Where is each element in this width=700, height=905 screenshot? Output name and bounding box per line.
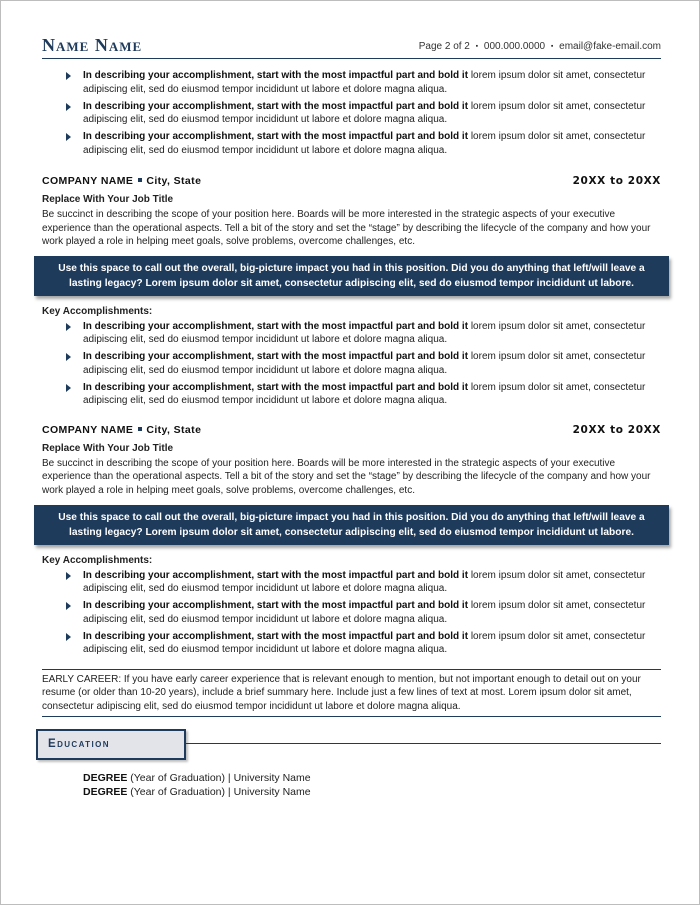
bullet-arrow-icon: [66, 602, 71, 610]
degree-name: DEGREE: [83, 772, 128, 785]
job-section: [42, 175, 661, 408]
key-accomplishments-label: Key Accomplishments:: [42, 554, 153, 566]
bullet-arrow-icon: [66, 103, 71, 111]
list-item: [66, 599, 661, 626]
bullet-arrow-icon: [66, 353, 71, 361]
contact-line: [419, 41, 661, 52]
separator-glyph: ▪: [475, 43, 479, 50]
impact-callout: Use this space to call out the overall, big-picture impact you had in this position. Did you do anything that left/will leave a lasting legacy? Lorem ipsum dolor sit amet, consectetur adipiscing elit, sed do eiusmod tempor incididunt ut labore.: [34, 505, 669, 545]
bullet-arrow-icon: [66, 633, 71, 641]
job-title: Replace With Your Job Title: [42, 194, 174, 205]
resume-body: [42, 69, 661, 799]
candidate-name: Name Name: [42, 35, 143, 55]
square-separator-icon: [138, 427, 142, 431]
accomplishment-list: [66, 569, 661, 657]
job-dates: 20XX to 20XX: [572, 175, 661, 187]
company-line: [42, 175, 661, 191]
bullet-text: lorem ipsum dolor sit amet, consectetur adipiscing elit, sed do eiusmod tempor incididunt ut labore et dolore magna aliqua.: [83, 70, 646, 95]
section-rule: [186, 743, 661, 744]
bullet-text: lorem ipsum dolor sit amet, consectetur adipiscing elit, sed do eiusmod tempor incididunt ut labore et dolore magna aliqua.: [83, 381, 646, 407]
list-item: [66, 350, 661, 377]
page-number: Page 2 of 2: [418, 41, 470, 52]
bullet-arrow-icon: [66, 323, 71, 331]
intro-bullet-list: [66, 69, 661, 157]
company-name: COMPANY NAME: [42, 175, 134, 187]
list-item: [66, 381, 661, 408]
list-item: [66, 100, 661, 127]
phone-number: 000.000.0000: [483, 41, 546, 52]
list-item: [66, 569, 661, 596]
degree-list: [83, 771, 661, 799]
job-section: [42, 424, 661, 657]
company-location: City, State: [146, 175, 202, 187]
square-separator-icon: [138, 178, 142, 182]
email-address[interactable]: email@fake-email.com: [559, 41, 661, 52]
bullet-arrow-icon: [66, 384, 71, 392]
education-heading-box: [36, 729, 186, 760]
bullet-bold: In describing your accomplishment, start with the most impactful part and bold it: [83, 569, 469, 581]
key-accomplishments-label: Key Accomplishments:: [42, 305, 153, 317]
bullet-bold: In describing your accomplishment, start with the most impactful part and bold it: [83, 320, 469, 332]
bullet-bold: In describing your accomplishment, start with the most impactful part and bold it: [83, 351, 469, 363]
job-scope: Be succinct in describing the scope of your position here. Boards will be more interested in the strategic aspects of your executive experience than the operational aspects. Tell a bit of the story and set the “stage” by describing the lifecycle of the company and how your work played a role in helping meet goals, solve problems, overcome challenges, etc.: [42, 209, 651, 248]
company-line: [42, 424, 661, 440]
company-location: City, State: [146, 423, 202, 436]
degree-entry: [83, 771, 661, 785]
early-career-summary: EARLY CAREER: If you have early career experience that is relevant enough to mention, but not important enough to detail out on your resume (or older than 10-20 years), include a brief summary here. Include just a few lines of text at most. Lorem ipsum dolor sit amet, consectetur adipiscing elit, sed do eiusmod tempor incididunt ut labore et dolore magna aliqua.: [42, 669, 661, 718]
job-title: Replace With Your Job Title: [42, 442, 174, 454]
bullet-arrow-icon: [66, 572, 71, 580]
degree-details: (Year of Graduation) | University Name: [127, 786, 311, 799]
degree-entry: [83, 785, 661, 799]
accomplishment-list: [66, 320, 661, 408]
bullet-bold: In describing your accomplishment, start with the most impactful part and bold it: [83, 630, 469, 642]
bullet-arrow-icon: [66, 133, 71, 141]
bullet-bold: In describing your accomplishment, start with the most impactful part and bold it: [83, 70, 469, 81]
bullet-bold: In describing your accomplishment, start with the most impactful part and bold it: [83, 600, 469, 612]
education-heading: Education: [48, 738, 110, 751]
job-dates: 20XX to 20XX: [572, 423, 661, 436]
bullet-arrow-icon: [66, 72, 71, 80]
bullet-text: lorem ipsum dolor sit amet, consectetur adipiscing elit, sed do eiusmod tempor incididunt ut labore et dolore magna aliqua.: [83, 320, 646, 346]
bullet-text: lorem ipsum dolor sit amet, consectetur adipiscing elit, sed do eiusmod tempor incididunt ut labore et dolore magna aliqua.: [83, 600, 646, 625]
impact-callout: Use this space to call out the overall, big-picture impact you had in this position. Did you do anything that left/will leave a lasting legacy? Lorem ipsum dolor sit amet, consectetur adipiscing elit, sed do eiusmod tempor incididunt ut labore.: [34, 256, 669, 296]
bullet-text: lorem ipsum dolor sit amet, consectetur adipiscing elit, sed do eiusmod tempor incididunt ut labore et dolore magna aliqua.: [83, 630, 646, 656]
bullet-bold: In describing your accomplishment, start with the most impactful part and bold it: [83, 100, 469, 112]
list-item: [66, 320, 661, 347]
list-item: [66, 630, 661, 657]
bullet-text: lorem ipsum dolor sit amet, consectetur adipiscing elit, sed do eiusmod tempor incididunt ut labore et dolore magna aliqua.: [83, 351, 646, 376]
bullet-bold: In describing your accomplishment, start with the most impactful part and bold it: [83, 131, 469, 142]
list-item: [66, 130, 661, 157]
degree-name: DEGREE: [83, 786, 128, 799]
bullet-text: lorem ipsum dolor sit amet, consectetur adipiscing elit, sed do eiusmod tempor incididunt ut labore et dolore magna aliqua.: [83, 100, 646, 125]
company-name: COMPANY NAME: [42, 423, 134, 436]
degree-details: (Year of Graduation) | University Name: [127, 772, 311, 785]
education-heading-bar: [42, 729, 661, 763]
bullet-text: lorem ipsum dolor sit amet, consectetur adipiscing elit, sed do eiusmod tempor incididunt ut labore et dolore magna aliqua.: [83, 131, 646, 156]
separator-glyph: ▪: [550, 43, 554, 50]
page-header: [42, 35, 661, 59]
bullet-text: lorem ipsum dolor sit amet, consectetur adipiscing elit, sed do eiusmod tempor incididunt ut labore et dolore magna aliqua.: [83, 569, 646, 595]
job-scope: Be succinct in describing the scope of your position here. Boards will be more interested in the strategic aspects of your executive experience than the operational aspects. Tell a bit of the story and set the “stage” by describing the lifecycle of the company and how your work played a role in helping meet goals, solve problems, overcome challenges, etc.: [42, 457, 651, 496]
bullet-bold: In describing your accomplishment, start with the most impactful part and bold it: [83, 381, 469, 393]
list-item: [66, 69, 661, 96]
